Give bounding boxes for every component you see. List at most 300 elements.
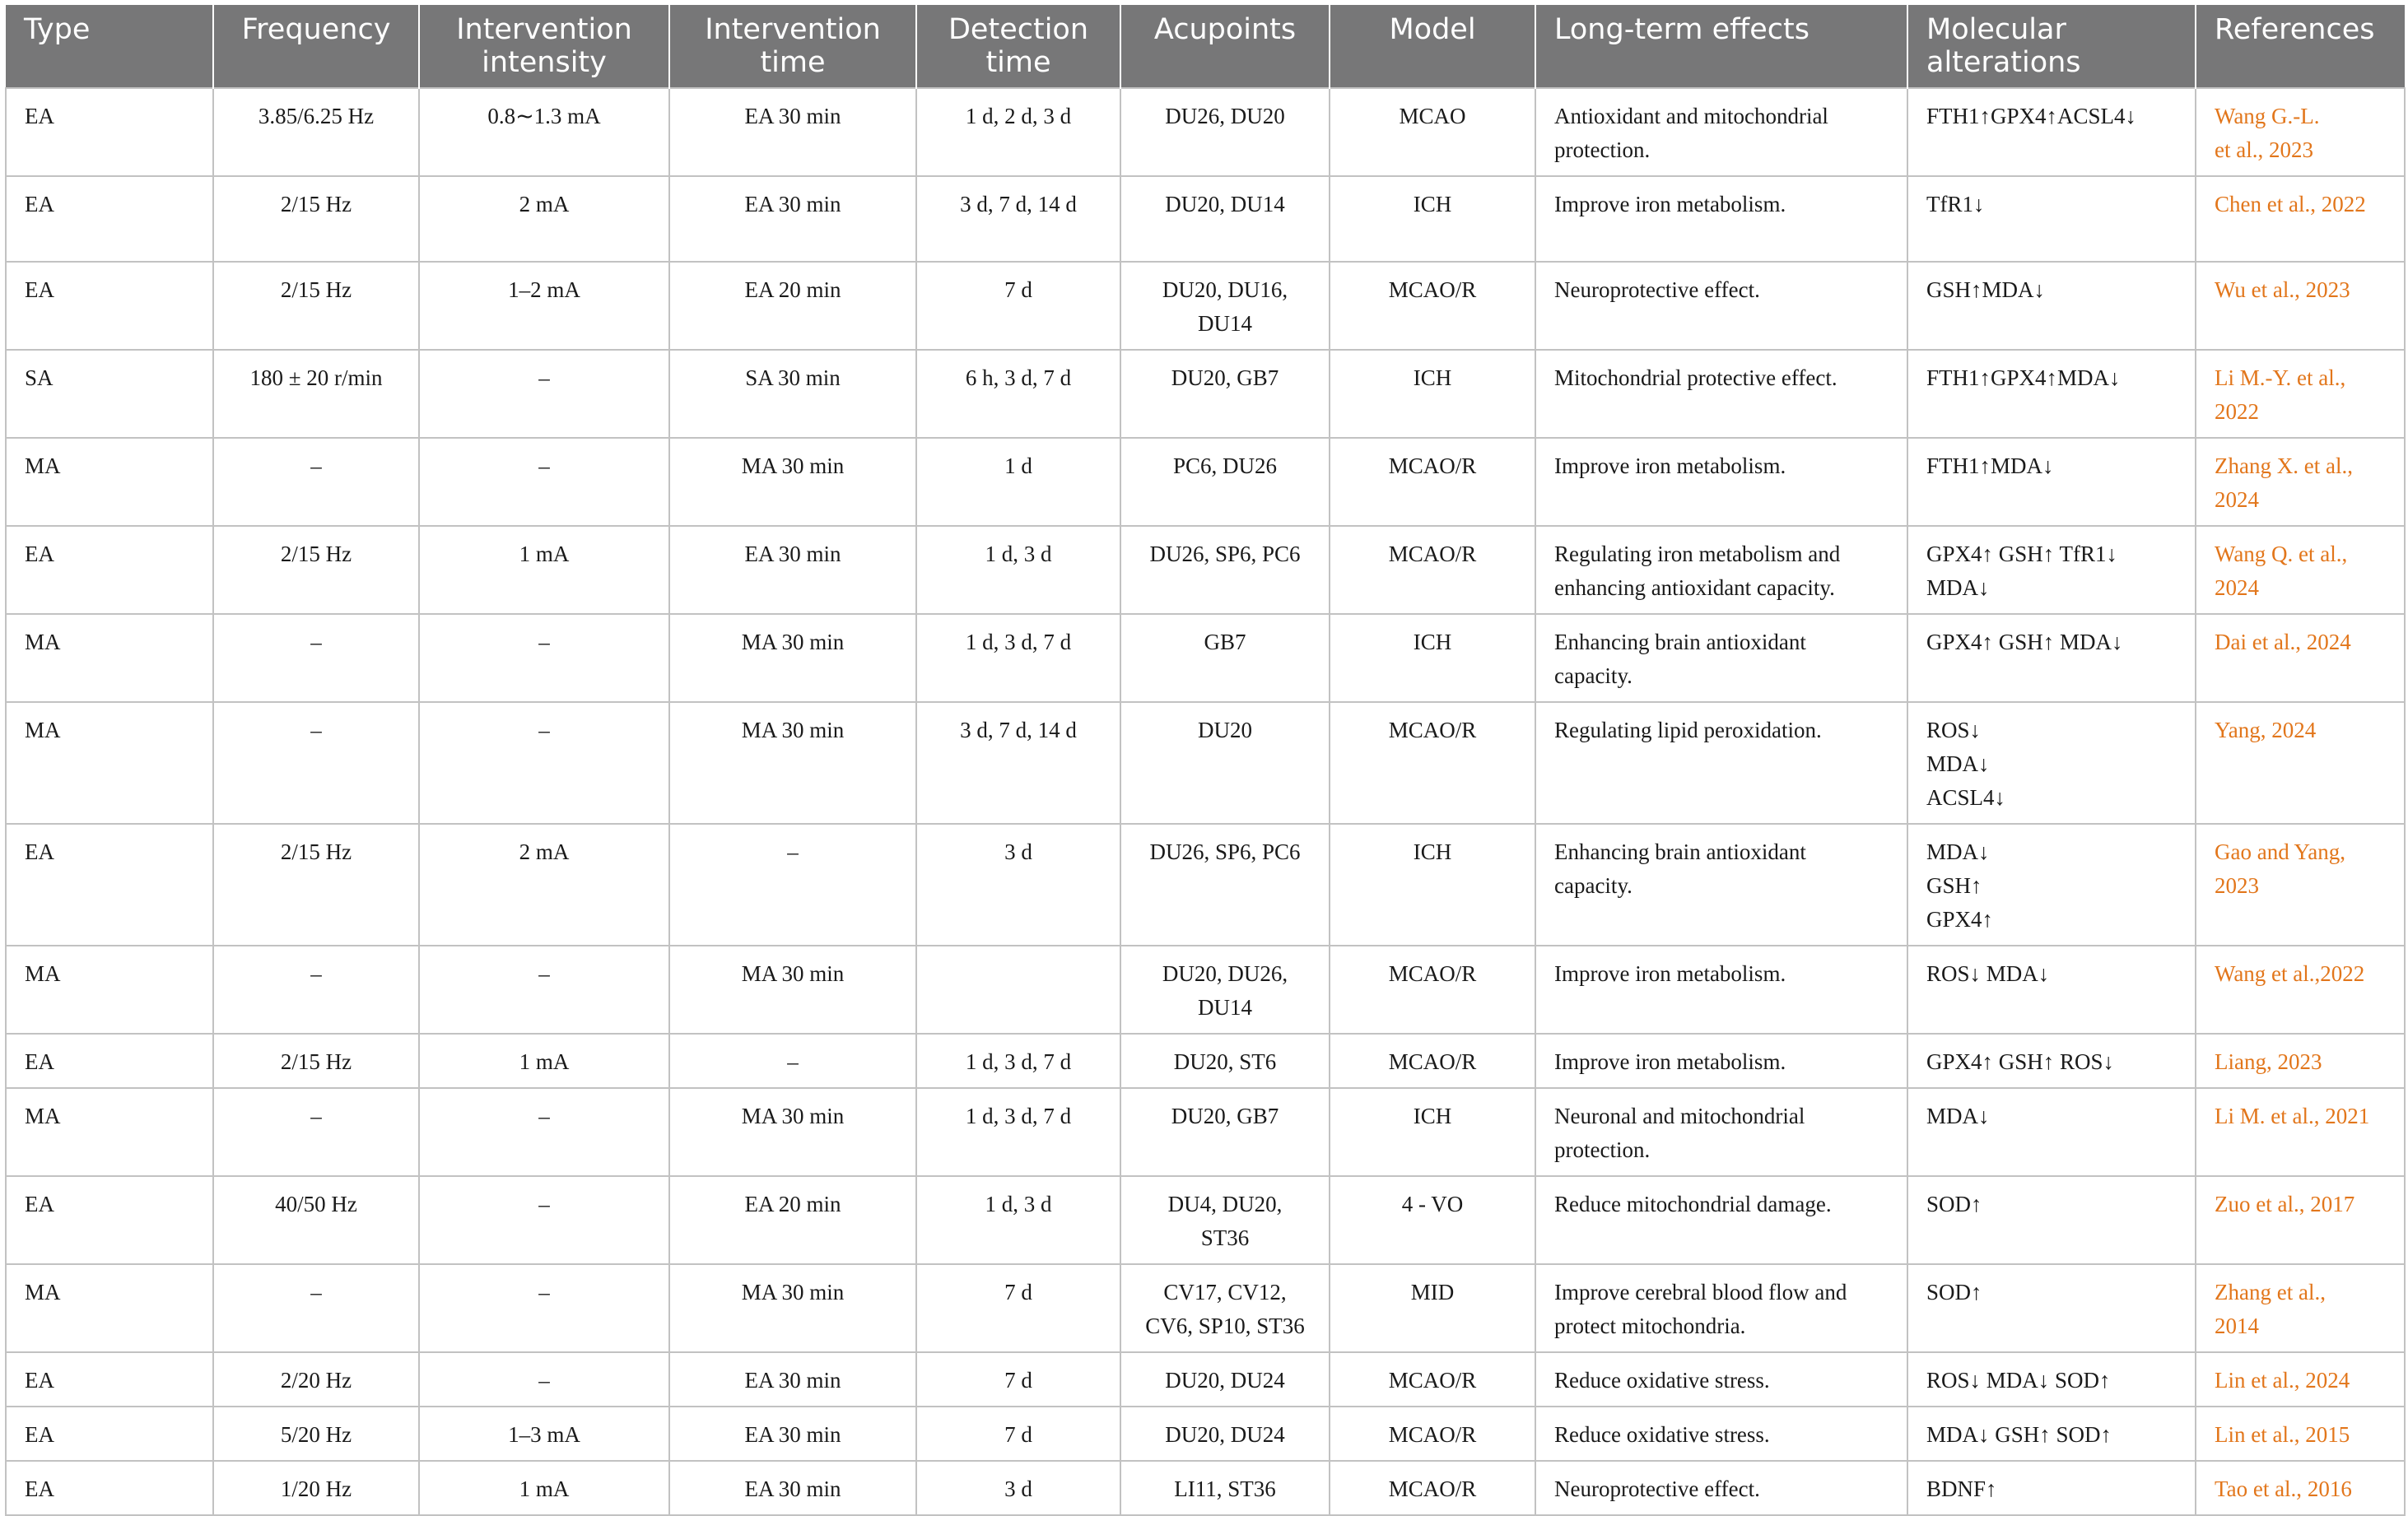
cell-text: – bbox=[538, 718, 550, 742]
cell-text: EA bbox=[25, 542, 54, 566]
table-row bbox=[6, 176, 2405, 262]
table-row bbox=[6, 262, 2405, 350]
reference-authors: Li M. et al., bbox=[2215, 1104, 2326, 1128]
reference-link[interactable] bbox=[2215, 1049, 2322, 1074]
cell-text: GSH↑ bbox=[1926, 873, 1982, 898]
cell-text: protection. bbox=[1554, 1137, 1651, 1162]
cell-text: DU20, GB7 bbox=[1171, 1104, 1279, 1128]
table-row bbox=[6, 1461, 2405, 1515]
cell-frequency bbox=[213, 1407, 419, 1461]
cell-text: DU20, DU24 bbox=[1165, 1422, 1285, 1447]
cell-text: CV6, SP10, ST36 bbox=[1145, 1314, 1305, 1338]
cell-reference bbox=[2196, 1176, 2405, 1264]
reference-link[interactable] bbox=[2215, 542, 2347, 600]
cell-text: MCAO/R bbox=[1388, 961, 1477, 986]
cell-reference bbox=[2196, 946, 2405, 1034]
cell-long-term-effects bbox=[1535, 946, 1907, 1034]
cell-intervention-time bbox=[669, 1088, 916, 1176]
cell-text: DU20, DU16, bbox=[1162, 277, 1288, 302]
cell-type bbox=[6, 1264, 213, 1352]
reference-authors: Zhang et al., bbox=[2215, 1280, 2326, 1304]
cell-intervention-time bbox=[669, 526, 916, 614]
reference-authors: Wang G.-L. bbox=[2215, 104, 2320, 128]
cell-text: BDNF↑ bbox=[1926, 1476, 1997, 1501]
reference-link[interactable] bbox=[2215, 1104, 2369, 1128]
reference-year: 2023 bbox=[2215, 873, 2259, 898]
reference-year: 2014 bbox=[2215, 1314, 2259, 1338]
cell-text: 0.8∼1.3 mA bbox=[487, 104, 601, 128]
cell-text: EA 30 min bbox=[744, 1422, 841, 1447]
cell-long-term-effects bbox=[1535, 526, 1907, 614]
cell-intervention-time bbox=[669, 262, 916, 350]
cell-text: 3 d, 7 d, 14 d bbox=[960, 718, 1077, 742]
reference-authors: Gao and Yang, bbox=[2215, 839, 2345, 864]
cell-text: 1 d, 3 d bbox=[985, 1192, 1052, 1216]
cell-text: FTH1↑GPX4↑MDA↓ bbox=[1926, 365, 2121, 390]
cell-detection-time bbox=[916, 350, 1120, 438]
cell-model bbox=[1330, 1264, 1535, 1352]
cell-text: 2/20 Hz bbox=[280, 1368, 352, 1393]
cell-acupoints bbox=[1120, 824, 1330, 946]
cell-text: 7 d bbox=[1004, 1280, 1032, 1304]
cell-model bbox=[1330, 1176, 1535, 1264]
cell-molecular-alterations bbox=[1907, 702, 2196, 824]
cell-type bbox=[6, 824, 213, 946]
cell-molecular-alterations bbox=[1907, 1176, 2196, 1264]
cell-intervention-time bbox=[669, 824, 916, 946]
cell-molecular-alterations bbox=[1907, 1088, 2196, 1176]
cell-text: EA bbox=[25, 1422, 54, 1447]
cell-detection-time bbox=[916, 824, 1120, 946]
cell-reference bbox=[2196, 824, 2405, 946]
table-row bbox=[6, 350, 2405, 438]
reference-link[interactable] bbox=[2215, 1422, 2350, 1447]
cell-text: EA bbox=[25, 104, 54, 128]
reference-year: 2023 bbox=[2268, 137, 2313, 162]
column-header-model bbox=[1330, 5, 1535, 88]
cell-molecular-alterations bbox=[1907, 614, 2196, 702]
reference-link[interactable] bbox=[2215, 1280, 2326, 1338]
cell-molecular-alterations bbox=[1907, 176, 2196, 262]
cell-text: MA 30 min bbox=[741, 1104, 845, 1128]
cell-reference bbox=[2196, 1034, 2405, 1088]
column-header-label-line2: alterations bbox=[1926, 46, 2081, 79]
reference-year: 2022 bbox=[2321, 192, 2366, 216]
cell-text: – bbox=[538, 630, 550, 654]
header-row bbox=[6, 5, 2405, 88]
cell-molecular-alterations bbox=[1907, 88, 2196, 176]
cell-text: protection. bbox=[1554, 137, 1651, 162]
reference-authors: Wang Q. et al., bbox=[2215, 542, 2348, 566]
reference-link[interactable] bbox=[2215, 630, 2351, 654]
cell-molecular-alterations bbox=[1907, 824, 2196, 946]
cell-text: Improve iron metabolism. bbox=[1554, 1049, 1786, 1074]
cell-type bbox=[6, 262, 213, 350]
cell-detection-time bbox=[916, 946, 1120, 1034]
cell-text: DU20 bbox=[1198, 718, 1252, 742]
cell-intervention-time bbox=[669, 702, 916, 824]
cell-text: Reduce mitochondrial damage. bbox=[1554, 1192, 1832, 1216]
cell-text: MA bbox=[25, 630, 61, 654]
table-row bbox=[6, 1088, 2405, 1176]
cell-frequency bbox=[213, 1176, 419, 1264]
cell-text: MCAO/R bbox=[1388, 453, 1477, 478]
cell-text: 2 mA bbox=[519, 839, 570, 864]
table-row bbox=[6, 438, 2405, 526]
cell-text: EA 30 min bbox=[744, 542, 841, 566]
cell-text: 5/20 Hz bbox=[280, 1422, 352, 1447]
table-row bbox=[6, 526, 2405, 614]
cell-text: MDA↓ bbox=[1926, 839, 1990, 864]
cell-intensity bbox=[419, 88, 669, 176]
table-row bbox=[6, 702, 2405, 824]
cell-acupoints bbox=[1120, 1088, 1330, 1176]
reference-link[interactable] bbox=[2215, 839, 2345, 898]
cell-intervention-time bbox=[669, 1176, 916, 1264]
cell-frequency bbox=[213, 262, 419, 350]
reference-authors: Yang, bbox=[2215, 718, 2272, 742]
cell-text: MA bbox=[25, 1104, 61, 1128]
cell-text: protect mitochondria. bbox=[1554, 1314, 1746, 1338]
cell-text: capacity. bbox=[1554, 873, 1633, 898]
cell-text: Neuroprotective effect. bbox=[1554, 1476, 1760, 1501]
column-header-label-line2: intensity bbox=[482, 46, 607, 79]
cell-molecular-alterations bbox=[1907, 262, 2196, 350]
cell-molecular-alterations bbox=[1907, 1034, 2196, 1088]
cell-acupoints bbox=[1120, 614, 1330, 702]
cell-detection-time bbox=[916, 702, 1120, 824]
cell-reference bbox=[2196, 262, 2405, 350]
reference-link[interactable] bbox=[2215, 453, 2353, 512]
cell-type bbox=[6, 526, 213, 614]
cell-text: EA 30 min bbox=[744, 1368, 841, 1393]
cell-type bbox=[6, 1352, 213, 1407]
cell-detection-time bbox=[916, 1407, 1120, 1461]
cell-model bbox=[1330, 176, 1535, 262]
cell-text: 1 d, 3 d, 7 d bbox=[965, 1104, 1072, 1128]
column-header-long-term-effects bbox=[1535, 5, 1907, 88]
cell-reference bbox=[2196, 438, 2405, 526]
cell-type bbox=[6, 350, 213, 438]
cell-model bbox=[1330, 1034, 1535, 1088]
cell-text: MDA↓ bbox=[1926, 751, 1990, 776]
cell-long-term-effects bbox=[1535, 1088, 1907, 1176]
table-row bbox=[6, 614, 2405, 702]
cell-text: – bbox=[310, 961, 322, 986]
cell-text: 180 ± 20 r/min bbox=[249, 365, 383, 390]
cell-text: MCAO/R bbox=[1388, 277, 1477, 302]
cell-text: 6 h, 3 d, 7 d bbox=[965, 365, 1072, 390]
cell-reference bbox=[2196, 702, 2405, 824]
cell-model bbox=[1330, 824, 1535, 946]
cell-type bbox=[6, 438, 213, 526]
cell-molecular-alterations bbox=[1907, 350, 2196, 438]
cell-acupoints bbox=[1120, 438, 1330, 526]
cell-long-term-effects bbox=[1535, 824, 1907, 946]
cell-text: MA bbox=[25, 453, 61, 478]
cell-text: – bbox=[538, 1192, 550, 1216]
cell-text: 3 d, 7 d, 14 d bbox=[960, 192, 1077, 216]
cell-text: – bbox=[538, 1280, 550, 1304]
cell-text: 1 d bbox=[1004, 453, 1032, 478]
cell-text: DU20, DU14 bbox=[1165, 192, 1285, 216]
cell-detection-time bbox=[916, 1088, 1120, 1176]
cell-text: MCAO/R bbox=[1388, 1368, 1477, 1393]
cell-text: Neuroprotective effect. bbox=[1554, 277, 1760, 302]
cell-frequency bbox=[213, 1088, 419, 1176]
cell-text: 1 d, 3 d, 7 d bbox=[965, 630, 1072, 654]
cell-text: MCAO bbox=[1399, 104, 1466, 128]
cell-long-term-effects bbox=[1535, 350, 1907, 438]
cell-text: ICH bbox=[1413, 1104, 1452, 1128]
cell-long-term-effects bbox=[1535, 702, 1907, 824]
cell-text: – bbox=[538, 961, 550, 986]
cell-text: EA bbox=[25, 1049, 54, 1074]
cell-reference bbox=[2196, 1088, 2405, 1176]
cell-text: EA 20 min bbox=[744, 277, 841, 302]
reference-year: 2021 bbox=[2325, 1104, 2370, 1128]
column-header-label: Intervention bbox=[705, 13, 881, 46]
cell-text: DU26, SP6, PC6 bbox=[1149, 839, 1301, 864]
cell-reference bbox=[2196, 1461, 2405, 1515]
cell-text: MA bbox=[25, 961, 61, 986]
reference-authors: Dai et al., bbox=[2215, 630, 2307, 654]
cell-intensity bbox=[419, 1407, 669, 1461]
cell-text: MCAO/R bbox=[1388, 1422, 1477, 1447]
cell-frequency bbox=[213, 88, 419, 176]
cell-text: GB7 bbox=[1204, 630, 1246, 654]
reference-year: 2022 bbox=[2215, 399, 2259, 424]
reference-authors: Wu et al., bbox=[2215, 277, 2306, 302]
cell-type bbox=[6, 702, 213, 824]
cell-text: SA 30 min bbox=[745, 365, 841, 390]
reference-authors: Li M.-Y. et al., bbox=[2215, 365, 2346, 390]
cell-frequency bbox=[213, 350, 419, 438]
cell-text: LI11, ST36 bbox=[1174, 1476, 1276, 1501]
cell-intervention-time bbox=[669, 350, 916, 438]
cell-text: SOD↑ bbox=[1926, 1192, 1982, 1216]
cell-intervention-time bbox=[669, 88, 916, 176]
cell-text: DU20, ST6 bbox=[1173, 1049, 1277, 1074]
acupuncture-ferroptosis-table bbox=[5, 5, 2406, 1516]
cell-acupoints bbox=[1120, 702, 1330, 824]
cell-model bbox=[1330, 88, 1535, 176]
reference-authors-cont: et al., bbox=[2215, 137, 2269, 162]
cell-text: EA bbox=[25, 192, 54, 216]
cell-text: Reduce oxidative stress. bbox=[1554, 1422, 1770, 1447]
cell-text: MA 30 min bbox=[741, 453, 845, 478]
reference-link[interactable] bbox=[2215, 1476, 2352, 1501]
cell-type bbox=[6, 946, 213, 1034]
cell-molecular-alterations bbox=[1907, 526, 2196, 614]
cell-intervention-time bbox=[669, 1034, 916, 1088]
cell-text: Mitochondrial protective effect. bbox=[1554, 365, 1837, 390]
cell-text: EA 30 min bbox=[744, 192, 841, 216]
reference-year: 2022 bbox=[2320, 961, 2365, 986]
cell-text: ICH bbox=[1413, 365, 1452, 390]
cell-text: 7 d bbox=[1004, 1422, 1032, 1447]
cell-frequency bbox=[213, 1264, 419, 1352]
cell-type bbox=[6, 1176, 213, 1264]
cell-text: 2/15 Hz bbox=[280, 277, 352, 302]
cell-text: EA bbox=[25, 1192, 54, 1216]
cell-model bbox=[1330, 262, 1535, 350]
cell-text: 7 d bbox=[1004, 277, 1032, 302]
cell-text: SOD↑ bbox=[1926, 1280, 1982, 1304]
cell-frequency bbox=[213, 438, 419, 526]
cell-long-term-effects bbox=[1535, 1176, 1907, 1264]
cell-frequency bbox=[213, 176, 419, 262]
cell-text: Improve iron metabolism. bbox=[1554, 961, 1786, 986]
cell-acupoints bbox=[1120, 1461, 1330, 1515]
cell-reference bbox=[2196, 1407, 2405, 1461]
cell-detection-time bbox=[916, 88, 1120, 176]
cell-text: ROS↓ bbox=[1926, 718, 1982, 742]
cell-text: DU26, SP6, PC6 bbox=[1149, 542, 1301, 566]
cell-text: EA bbox=[25, 839, 54, 864]
cell-text: TfR1↓ bbox=[1926, 192, 1985, 216]
table-row bbox=[6, 1264, 2405, 1352]
cell-text: 40/50 Hz bbox=[275, 1192, 357, 1216]
cell-text: 1 mA bbox=[519, 542, 570, 566]
cell-intensity bbox=[419, 614, 669, 702]
cell-long-term-effects bbox=[1535, 1407, 1907, 1461]
cell-intervention-time bbox=[669, 1407, 916, 1461]
cell-reference bbox=[2196, 176, 2405, 262]
cell-text: enhancing antioxidant capacity. bbox=[1554, 575, 1835, 600]
cell-acupoints bbox=[1120, 1264, 1330, 1352]
cell-text: Enhancing brain antioxidant bbox=[1554, 630, 1806, 654]
cell-text: MA 30 min bbox=[741, 961, 845, 986]
column-header-detection-time bbox=[916, 5, 1120, 88]
cell-text: 3.85/6.25 Hz bbox=[258, 104, 375, 128]
cell-text: – bbox=[538, 365, 550, 390]
reference-link[interactable] bbox=[2215, 1368, 2350, 1393]
cell-text: MA bbox=[25, 718, 61, 742]
cell-text: GPX4↑ GSH↑ TfR1↓ bbox=[1926, 542, 2118, 566]
table-row bbox=[6, 88, 2405, 176]
reference-authors: Wang et al., bbox=[2215, 961, 2321, 986]
cell-text: GPX4↑ GSH↑ ROS↓ bbox=[1926, 1049, 2115, 1074]
column-header-label: Molecular bbox=[1926, 13, 2066, 46]
cell-model bbox=[1330, 946, 1535, 1034]
cell-text: EA bbox=[25, 1368, 54, 1393]
cell-detection-time bbox=[916, 1461, 1120, 1515]
cell-text: GPX4↑ bbox=[1926, 907, 1994, 932]
cell-frequency bbox=[213, 702, 419, 824]
cell-text: MDA↓ bbox=[1926, 575, 1990, 600]
cell-frequency bbox=[213, 824, 419, 946]
column-header-frequency bbox=[213, 5, 419, 88]
cell-intervention-time bbox=[669, 1264, 916, 1352]
cell-intervention-time bbox=[669, 1461, 916, 1515]
column-header-label-line2: time bbox=[760, 46, 826, 79]
cell-text: 2 mA bbox=[519, 192, 570, 216]
cell-acupoints bbox=[1120, 946, 1330, 1034]
cell-reference bbox=[2196, 1264, 2405, 1352]
cell-text: DU14 bbox=[1198, 995, 1252, 1020]
table-row bbox=[6, 1352, 2405, 1407]
cell-intensity bbox=[419, 946, 669, 1034]
cell-text: EA 30 min bbox=[744, 104, 841, 128]
cell-intensity bbox=[419, 1034, 669, 1088]
cell-text: MA 30 min bbox=[741, 1280, 845, 1304]
reference-link[interactable] bbox=[2215, 104, 2320, 162]
cell-text: – bbox=[310, 630, 322, 654]
cell-text: Neuronal and mitochondrial bbox=[1554, 1104, 1805, 1128]
reference-year: 2024 bbox=[2271, 718, 2317, 742]
reference-authors: Zhang X. et al., bbox=[2215, 453, 2353, 478]
cell-acupoints bbox=[1120, 1176, 1330, 1264]
column-header-label: Intervention bbox=[456, 13, 632, 46]
cell-text: MCAO/R bbox=[1388, 542, 1477, 566]
cell-frequency bbox=[213, 1352, 419, 1407]
column-header-molecular-alterations bbox=[1907, 5, 2196, 88]
cell-type bbox=[6, 1034, 213, 1088]
cell-text: 1 d, 3 d, 7 d bbox=[965, 1049, 1072, 1074]
cell-frequency bbox=[213, 1461, 419, 1515]
reference-year: 2024 bbox=[2215, 487, 2259, 512]
cell-intensity bbox=[419, 1176, 669, 1264]
cell-text: 1–2 mA bbox=[508, 277, 580, 302]
cell-text: 2/15 Hz bbox=[280, 839, 352, 864]
cell-intensity bbox=[419, 824, 669, 946]
cell-text: Improve iron metabolism. bbox=[1554, 192, 1786, 216]
cell-detection-time bbox=[916, 262, 1120, 350]
cell-text: capacity. bbox=[1554, 663, 1633, 688]
cell-text: ICH bbox=[1413, 630, 1452, 654]
cell-text: DU20, DU26, bbox=[1162, 961, 1288, 986]
cell-detection-time bbox=[916, 1264, 1120, 1352]
cell-text: – bbox=[538, 1368, 550, 1393]
cell-acupoints bbox=[1120, 88, 1330, 176]
column-header-label: Acupoints bbox=[1153, 13, 1297, 46]
table-container bbox=[5, 5, 2404, 1516]
reference-link[interactable] bbox=[2215, 961, 2364, 986]
cell-text: DU20, GB7 bbox=[1171, 365, 1279, 390]
cell-text: MCAO/R bbox=[1388, 1049, 1477, 1074]
cell-text: MDA↓ GSH↑ SOD↑ bbox=[1926, 1422, 2112, 1447]
reference-link[interactable] bbox=[2215, 718, 2316, 742]
cell-text: GPX4↑ GSH↑ MDA↓ bbox=[1926, 630, 2123, 654]
cell-reference bbox=[2196, 526, 2405, 614]
reference-authors: Lin et al., bbox=[2215, 1422, 2306, 1447]
reference-link[interactable] bbox=[2215, 1192, 2354, 1216]
reference-year: 2017 bbox=[2310, 1192, 2355, 1216]
reference-year: 2023 bbox=[2277, 1049, 2322, 1074]
reference-link[interactable] bbox=[2215, 277, 2350, 302]
cell-long-term-effects bbox=[1535, 262, 1907, 350]
column-header-references bbox=[2196, 5, 2405, 88]
reference-link[interactable] bbox=[2215, 192, 2366, 216]
reference-year: 2024 bbox=[2215, 575, 2259, 600]
reference-link[interactable] bbox=[2215, 365, 2345, 424]
cell-text: Improve iron metabolism. bbox=[1554, 453, 1786, 478]
cell-model bbox=[1330, 614, 1535, 702]
cell-model bbox=[1330, 526, 1535, 614]
cell-detection-time bbox=[916, 176, 1120, 262]
cell-intensity bbox=[419, 702, 669, 824]
cell-long-term-effects bbox=[1535, 438, 1907, 526]
cell-long-term-effects bbox=[1535, 88, 1907, 176]
cell-long-term-effects bbox=[1535, 1034, 1907, 1088]
cell-text: DU20, DU24 bbox=[1165, 1368, 1285, 1393]
cell-model bbox=[1330, 438, 1535, 526]
cell-reference bbox=[2196, 1352, 2405, 1407]
cell-text: – bbox=[538, 453, 550, 478]
cell-text: 1 mA bbox=[519, 1476, 570, 1501]
cell-model bbox=[1330, 350, 1535, 438]
